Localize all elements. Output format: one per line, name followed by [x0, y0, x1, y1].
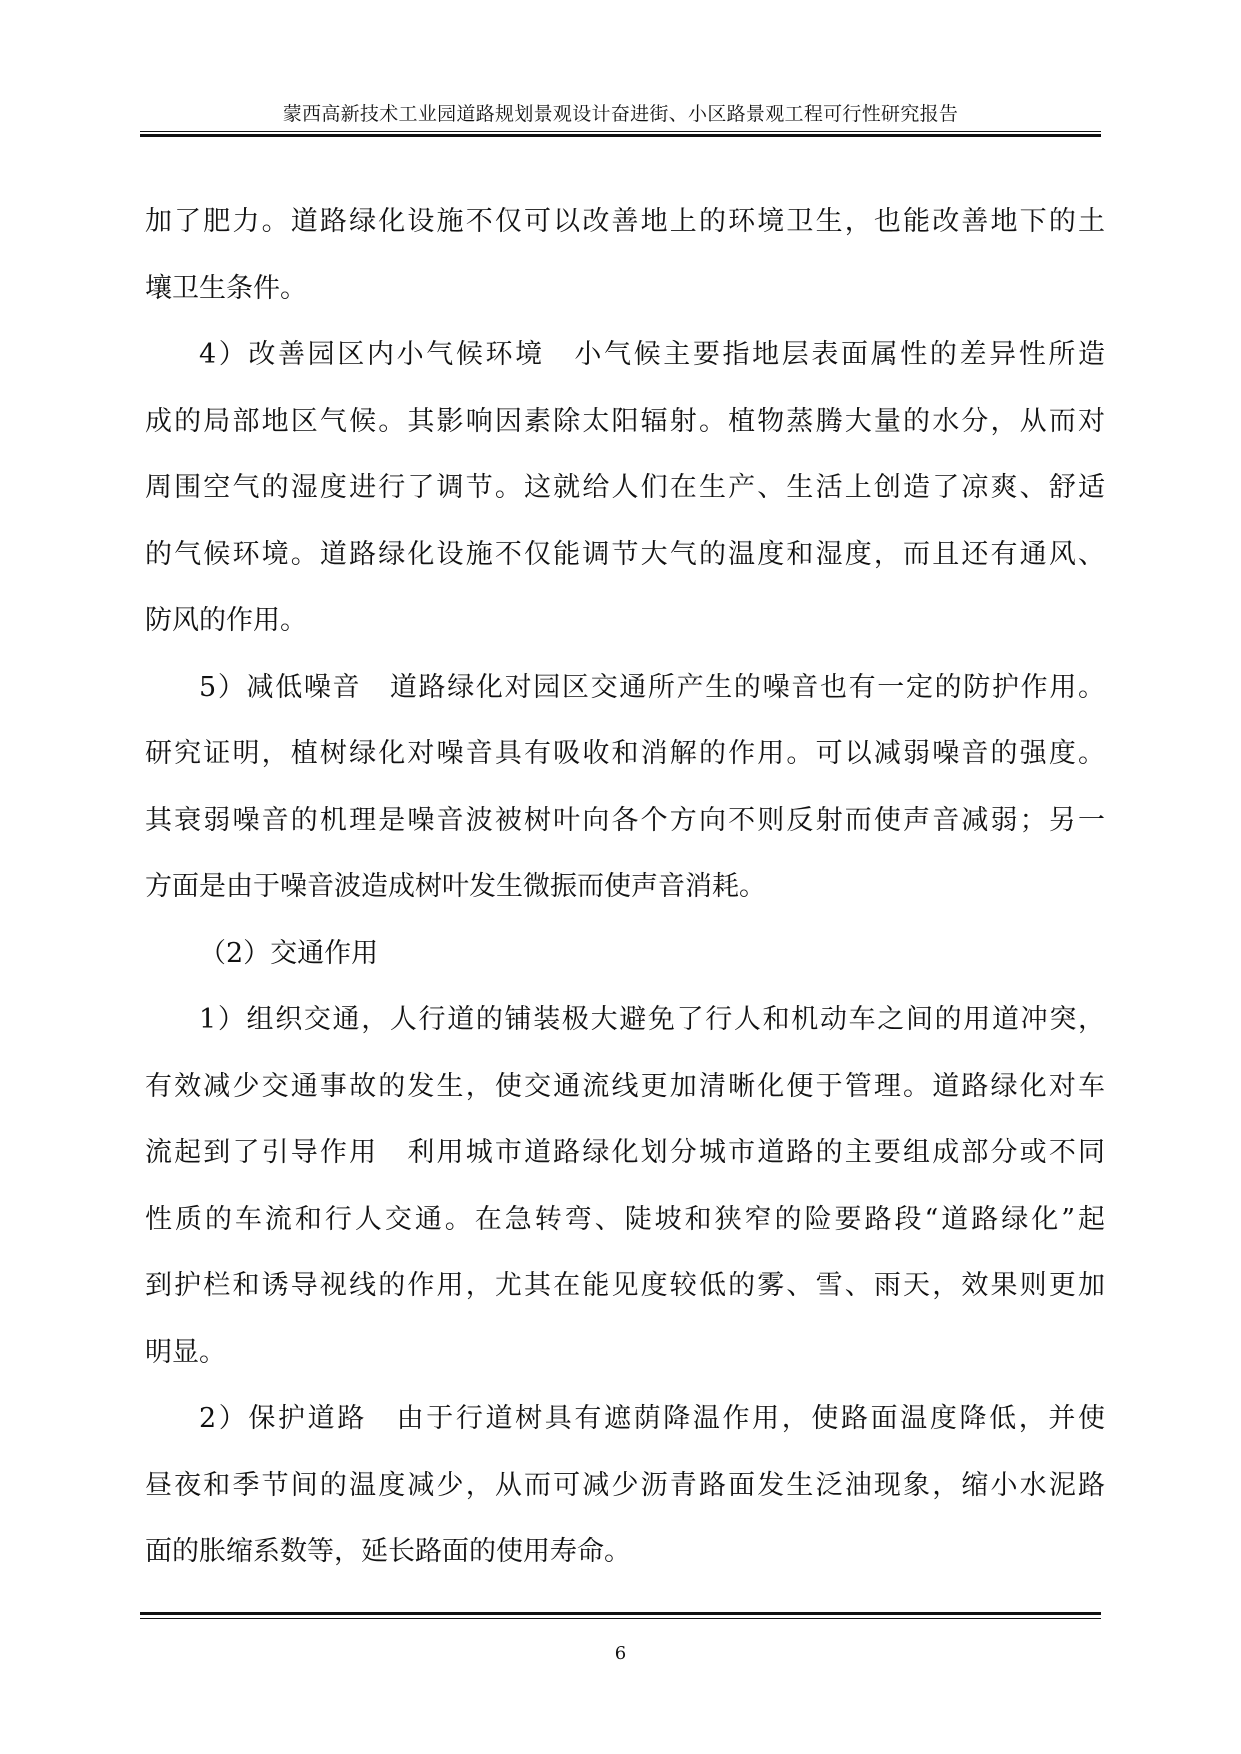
- body-line: 方面是由于噪音波造成树叶发生微振而使声音消耗。: [145, 871, 766, 902]
- body-line: 明显。: [145, 1336, 226, 1368]
- body-line: 成的局部地区气候。其影响因素除太阳辐射。植物蒸腾大量的水分，从而对: [145, 405, 1105, 437]
- body-line: 性质的车流和行人交通。在急转弯、陡坡和狭窄的险要路段“道路绿化”起: [145, 1203, 1105, 1235]
- body-line: 流起到了引导作用 利用城市道路绿化划分城市道路的主要组成部分或不同: [145, 1137, 1105, 1168]
- body-line: 2）保护道路 由于行道树具有遮荫降温作用，使路面温度降低，并使: [199, 1403, 1105, 1434]
- body-line: 研究证明，植树绿化对噪音具有吸收和消解的作用。可以减弱噪音的强度。: [145, 738, 1105, 769]
- body-line: 加了肥力。道路绿化设施不仅可以改善地上的环境卫生，也能改善地下的土: [145, 206, 1105, 237]
- body-line: 周围空气的湿度进行了调节。这就给人们在生产、生活上创造了凉爽、舒适: [145, 472, 1105, 503]
- header-rule-thin: [140, 131, 1101, 132]
- body-line: 4）改善园区内小气候环境 小气候主要指地层表面属性的差异性所造: [199, 339, 1105, 370]
- section-heading: （2）交通作用: [199, 937, 379, 969]
- body-line: 到护栏和诱导视线的作用，尤其在能见度较低的雾、雪、雨天，效果则更加: [145, 1270, 1105, 1301]
- body-line: 壤卫生条件。: [145, 272, 307, 304]
- body-line: 1）组织交通，人行道的铺装极大避免了行人和机动车之间的用道冲突，: [199, 1004, 1105, 1035]
- page-number: 6: [614, 1643, 627, 1664]
- body-line: 5）减低噪音 道路绿化对园区交通所产生的噪音也有一定的防护作用。: [199, 671, 1105, 703]
- body-line: 的气候环境。道路绿化设施不仅能调节大气的温度和湿度，而且还有通风、: [145, 538, 1105, 570]
- body-line: 有效减少交通事故的发生，使交通流线更加清晰化便于管理。道路绿化对车: [145, 1070, 1105, 1102]
- body-line: 昼夜和季节间的温度减少，从而可减少沥青路面发生泛油现象，缩小水泥路: [145, 1469, 1105, 1501]
- body-line: 防风的作用。: [145, 605, 307, 636]
- body-line: 面的胀缩系数等，延长路面的使用寿命。: [145, 1536, 631, 1567]
- body-line: 其衰弱噪音的机理是噪音波被树叶向各个方向不则反射而使声音减弱；另一: [145, 804, 1105, 836]
- header-rule-thick: [140, 134, 1101, 137]
- running-header: 蒙西高新技术工业园道路规划景观设计奋进街、小区路景观工程可行性研究报告: [282, 103, 959, 125]
- footer-rule-thin: [140, 1618, 1101, 1619]
- footer-rule-thick: [140, 1612, 1101, 1615]
- document-body: [145, 202, 1105, 1599]
